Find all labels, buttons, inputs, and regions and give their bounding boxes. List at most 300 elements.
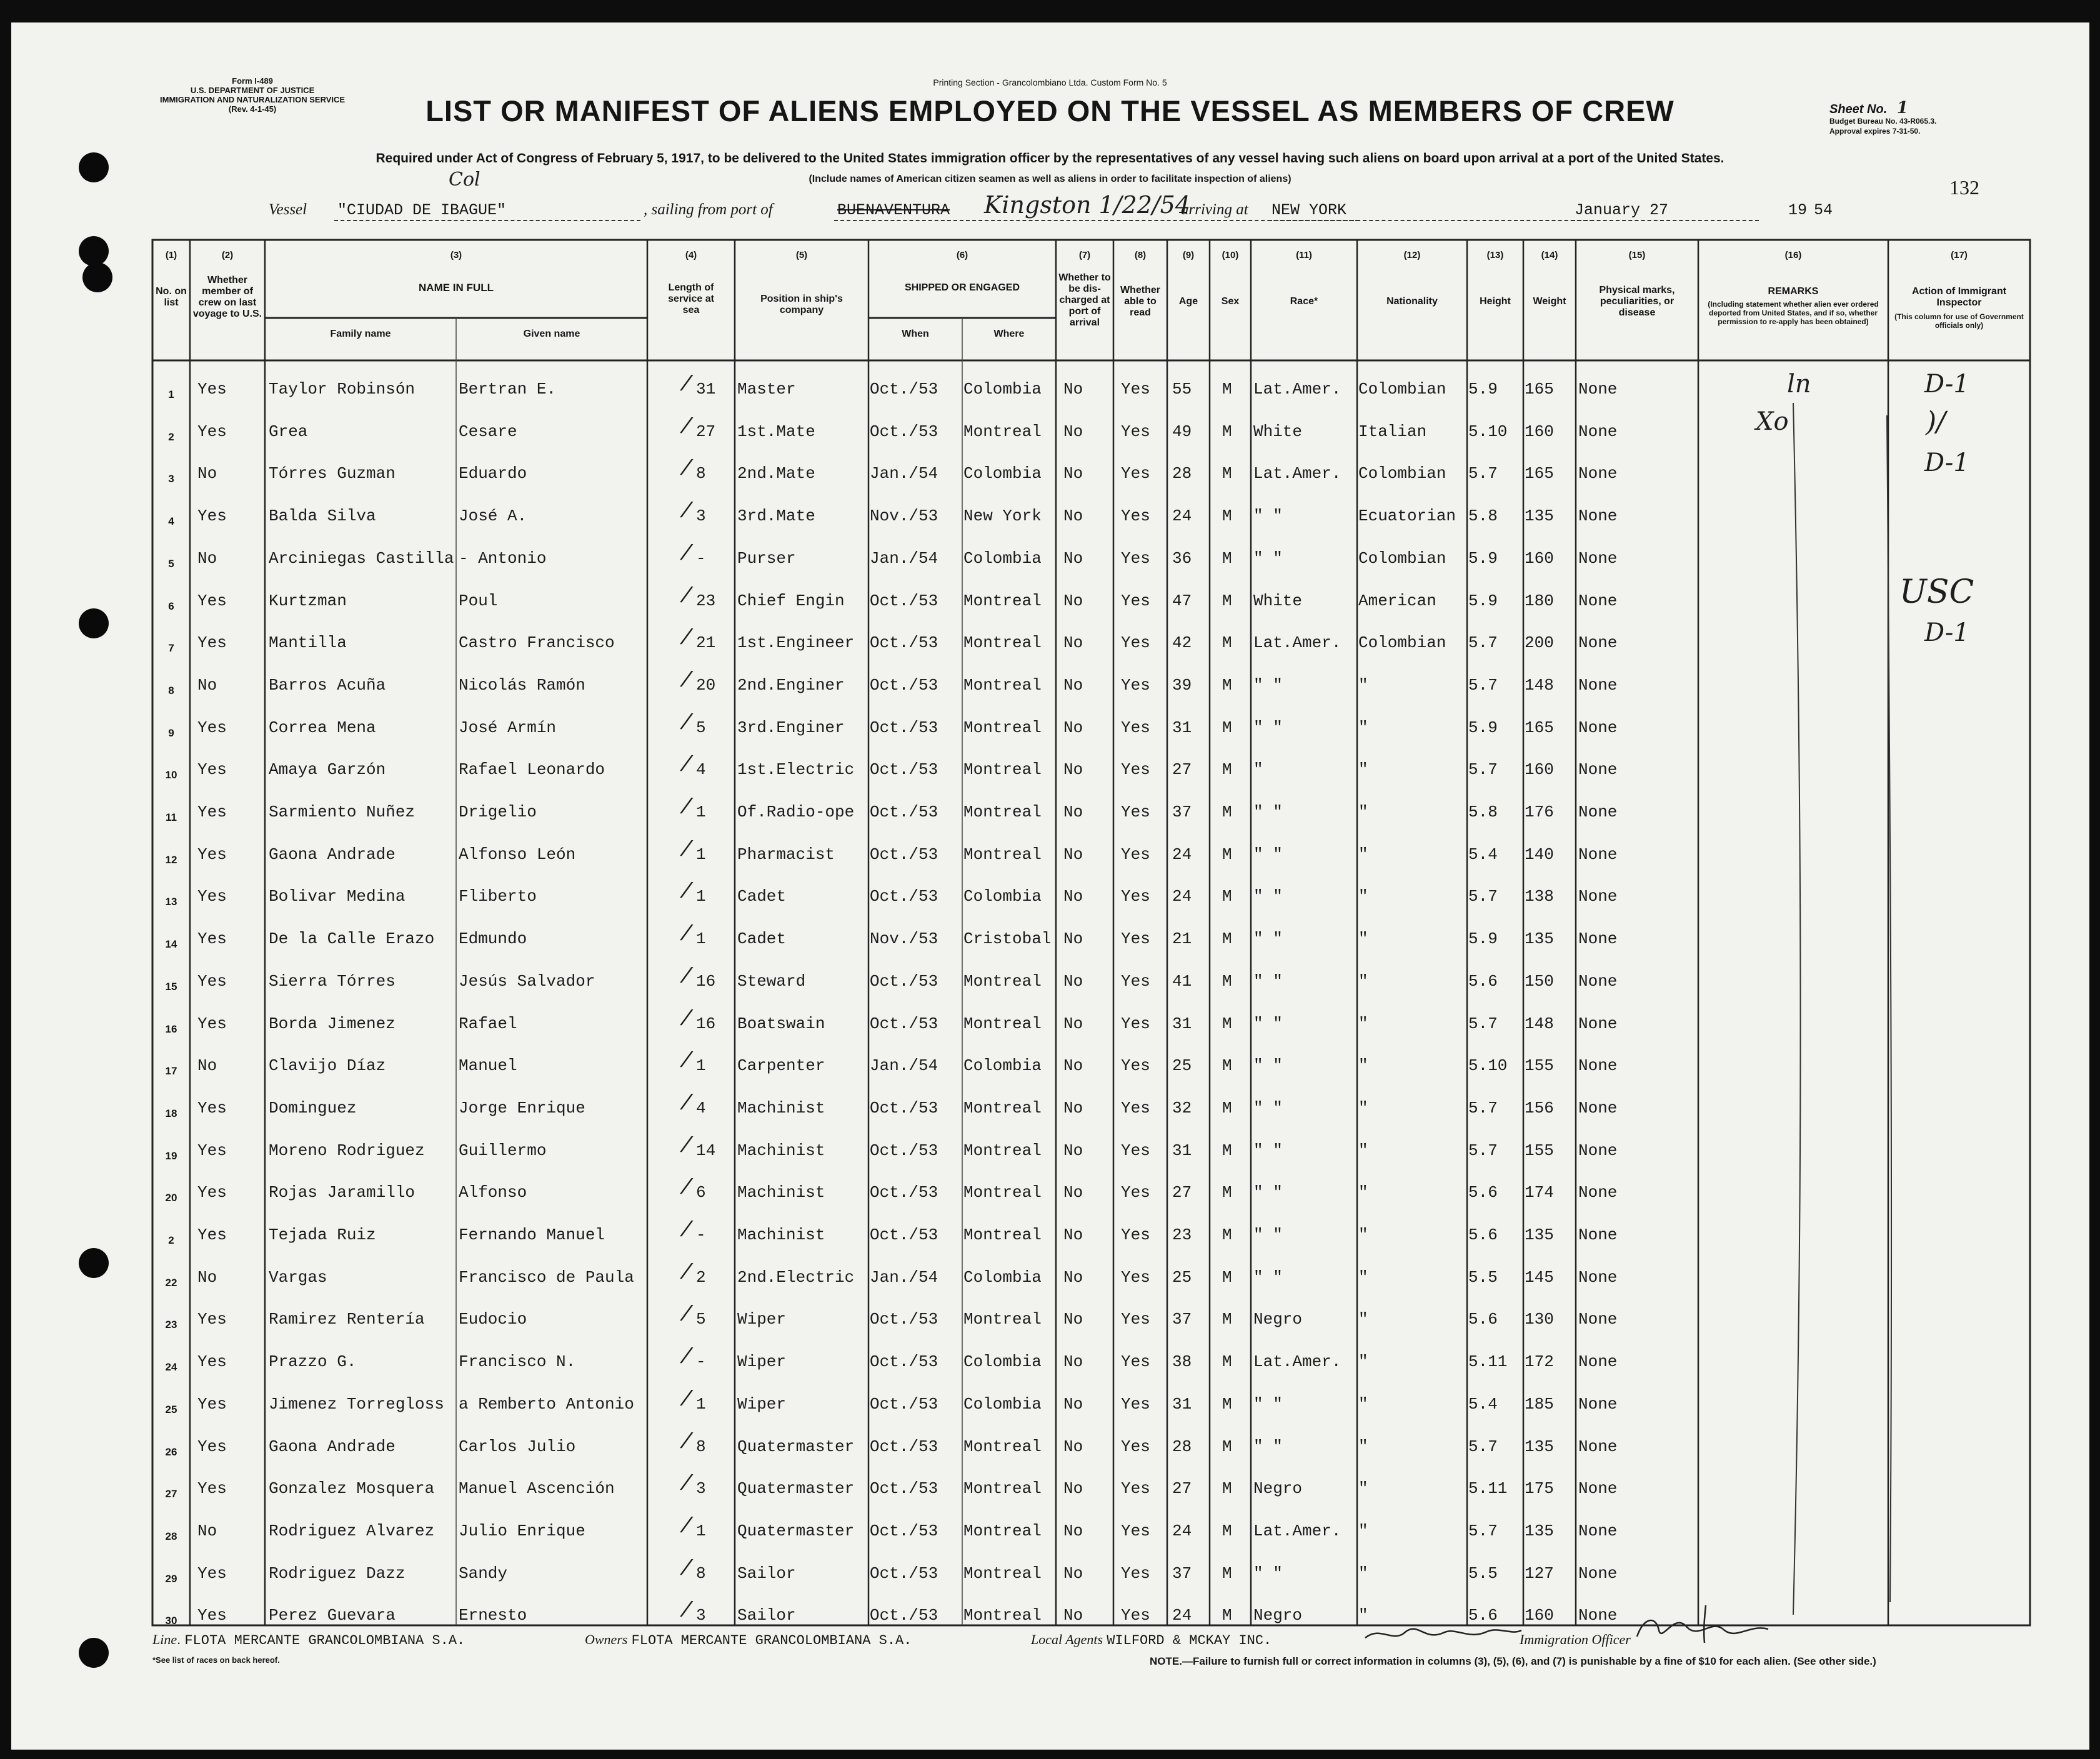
cell-discharged: No (1063, 1310, 1083, 1329)
cell-nationality: American (1358, 591, 1436, 610)
cell-nationality: " (1358, 1606, 1368, 1625)
punch-hole (79, 1638, 109, 1668)
cell-nationality: Colombian (1358, 633, 1446, 653)
cell-position: Pharmacist (737, 845, 835, 864)
cell-family-name: Rodriguez Dazz (269, 1563, 406, 1583)
service-check-mark: / (680, 627, 693, 652)
cell-position: Master (737, 380, 796, 399)
cell-nationality: Italian (1358, 422, 1427, 441)
cell-shipped-when: Oct./53 (870, 1479, 938, 1499)
cell-race: " " (1253, 548, 1283, 568)
cell-given-name: Drigelio (459, 803, 537, 821)
cell-weight: 135 (1525, 507, 1554, 526)
cell-age: 32 (1172, 1098, 1192, 1117)
cell-age: 31 (1172, 1141, 1192, 1160)
cell-position: Carpenter (737, 1056, 825, 1076)
cell-crew: Yes (197, 845, 227, 864)
cell-nationality: " (1358, 1521, 1368, 1540)
hdr-race: Race* (1290, 296, 1318, 307)
cell-height: 5.7 (1468, 1014, 1498, 1033)
hdr-given-name: Given name (523, 329, 580, 339)
cell-physical-marks: None (1578, 1479, 1618, 1499)
cell-height: 5.5 (1468, 1563, 1498, 1583)
hdr-length-service: Length of service at sea (668, 282, 714, 315)
cell-given-name: Nicolás Ramón (459, 675, 585, 695)
cell-sex: M (1222, 675, 1232, 695)
cell-height: 5.7 (1468, 1521, 1498, 1540)
cell-shipped-where: Montreal (963, 1310, 1042, 1329)
cell-discharged: No (1063, 380, 1083, 399)
cell-height: 5.10 (1468, 422, 1508, 441)
cell-race: " " (1253, 1141, 1283, 1160)
cell-sex: M (1222, 971, 1232, 991)
hdr-remarks-sub: (Including statement whether alien ever ordered deported from United States, and if so, whether permission to re-apply has been obtained) (1708, 300, 1879, 326)
cell-position: Quatermaster (737, 1521, 855, 1540)
cell-nationality: " (1358, 845, 1368, 864)
cell-weight: 148 (1525, 1014, 1554, 1033)
cell-given-name: Alfonso (459, 1183, 527, 1202)
inspector-action-row3: D-1 (1924, 448, 1969, 477)
hdr-shipped-engaged: SHIPPED OR ENGAGED (904, 282, 1020, 293)
cell-age: 42 (1172, 633, 1192, 653)
cell-weight: 165 (1525, 718, 1554, 737)
cell-position: Sailor (737, 1563, 796, 1583)
cell-weight: 185 (1525, 1394, 1554, 1414)
cell-sex: M (1222, 1141, 1232, 1160)
cell-family-name: Gaona Andrade (269, 1437, 396, 1456)
cell-service: 3 (696, 1479, 706, 1499)
cell-shipped-where: Colombia (963, 1056, 1042, 1076)
cell-age: 24 (1172, 845, 1192, 864)
cell-position: 3rd.Mate (737, 507, 815, 526)
approval-expiry: Approval expires 7-31-50. (1829, 127, 1921, 136)
cell-sex: M (1222, 1310, 1232, 1329)
cell-discharged: No (1063, 1014, 1083, 1033)
cell-shipped-where: Montreal (963, 1014, 1042, 1033)
cell-nationality: " (1358, 1226, 1368, 1244)
cell-nationality: " (1358, 760, 1368, 780)
punch-hole (79, 1248, 109, 1278)
cell-shipped-when: Oct./53 (870, 1098, 938, 1117)
owners-value: FLOTA MERCANTE GRANCOLOMBIANA S.A. (631, 1633, 912, 1648)
service-check-mark: / (680, 1177, 693, 1201)
cell-crew: Yes (197, 971, 227, 991)
cell-crew: Yes (197, 507, 227, 526)
cell-race: " " (1253, 1267, 1283, 1287)
cell-shipped-when: Oct./53 (870, 1352, 938, 1372)
cell-list-number: 29 (165, 1572, 177, 1585)
cell-crew: Yes (197, 929, 227, 949)
service-check-mark: / (680, 1134, 693, 1159)
cell-crew: Yes (197, 1394, 227, 1414)
cell-shipped-where: Colombia (963, 1394, 1042, 1414)
cell-sex: M (1222, 1226, 1232, 1244)
cell-nationality: " (1358, 971, 1368, 991)
penalty-note: NOTE.—Failure to furnish full or correct information in columns (3), (5), (6), and (7) is punishable by a fine of $10 for each alien. (See other side.) (1150, 1655, 1876, 1667)
budget-bureau (1829, 116, 1936, 136)
cell-race: Lat.Amer. (1253, 633, 1341, 653)
col-num-13: (13) (1486, 250, 1504, 260)
vessel-underline (334, 201, 640, 221)
cell-age: 31 (1172, 718, 1192, 737)
hdr-weight: Weight (1533, 296, 1566, 307)
cell-list-number: 30 (165, 1615, 177, 1627)
cell-physical-marks: None (1578, 1267, 1618, 1287)
service-check-mark: / (680, 374, 693, 397)
cell-race: Lat.Amer. (1253, 1521, 1341, 1540)
cell-crew: No (197, 548, 217, 568)
cell-nationality: " (1358, 1563, 1368, 1583)
cell-race: " " (1253, 803, 1283, 821)
cell-height: 5.6 (1468, 1606, 1498, 1625)
cell-physical-marks: None (1578, 591, 1618, 610)
service-check-mark: / (680, 838, 693, 863)
hdr-crew-last-voyage: Whether member of crew on last voyage to U.S. (192, 275, 262, 319)
cell-nationality: " (1358, 1056, 1368, 1076)
cell-position: Of.Radio-ope (737, 803, 855, 821)
cell-list-number: 11 (166, 811, 177, 823)
cell-race: " " (1253, 1394, 1283, 1414)
cell-service: 21 (696, 633, 716, 653)
cell-weight: 155 (1525, 1141, 1554, 1160)
cell-race: " " (1253, 1226, 1283, 1244)
cell-shipped-when: Oct./53 (870, 1606, 938, 1625)
cell-age: 27 (1172, 1183, 1192, 1202)
cell-service: 3 (696, 1606, 706, 1625)
cell-given-name: Julio Enrique (459, 1521, 585, 1540)
handwritten-col: Col (449, 169, 480, 191)
cell-service: 1 (696, 845, 706, 864)
cell-shipped-when: Jan./54 (870, 1267, 938, 1287)
cell-family-name: Moreno Rodriguez (269, 1141, 425, 1160)
cell-shipped-where: Montreal (963, 1606, 1042, 1625)
cell-shipped-when: Oct./53 (870, 718, 938, 737)
cell-weight: 138 (1525, 887, 1554, 906)
cell-shipped-when: Oct./53 (870, 1437, 938, 1456)
cell-service: 4 (696, 760, 706, 780)
service-check-mark: / (680, 796, 693, 820)
cell-shipped-when: Oct./53 (870, 1394, 938, 1414)
cell-position: 2nd.Enginer (737, 675, 845, 695)
cell-race: " " (1253, 845, 1283, 864)
cell-service: 27 (696, 422, 716, 441)
cell-physical-marks: None (1578, 887, 1618, 906)
cell-shipped-where: Montreal (963, 1141, 1042, 1160)
cell-weight: 160 (1525, 548, 1554, 568)
cell-shipped-when: Oct./53 (870, 422, 938, 441)
cell-nationality: Colombian (1358, 548, 1446, 568)
cell-discharged: No (1063, 422, 1083, 441)
cell-service: 1 (696, 1056, 706, 1076)
cell-crew: Yes (197, 1098, 227, 1117)
cell-able-to-read: Yes (1121, 718, 1150, 737)
cell-height: 5.10 (1468, 1056, 1508, 1076)
punch-hole (82, 262, 112, 292)
cell-able-to-read: Yes (1121, 1352, 1150, 1372)
cell-nationality: Colombian (1358, 380, 1446, 399)
service-check-mark: / (680, 542, 693, 567)
cell-age: 28 (1172, 1437, 1192, 1456)
col-num-5: (5) (795, 250, 808, 260)
cell-age: 24 (1172, 507, 1192, 526)
cell-age: 28 (1172, 464, 1192, 483)
hdr-height: Height (1480, 296, 1511, 307)
cell-given-name: Edmundo (459, 929, 527, 949)
cell-height: 5.4 (1468, 1394, 1498, 1414)
cell-shipped-when: Nov./53 (870, 929, 938, 949)
cell-weight: 130 (1525, 1310, 1554, 1329)
cell-given-name: Rafael (459, 1014, 517, 1033)
cell-physical-marks: None (1578, 675, 1618, 695)
cell-able-to-read: Yes (1121, 675, 1150, 695)
cell-family-name: Perez Guevara (269, 1606, 396, 1625)
cell-age: 37 (1172, 1563, 1192, 1583)
cell-physical-marks: None (1578, 422, 1618, 441)
cell-shipped-when: Oct./53 (870, 591, 938, 610)
cell-age: 55 (1172, 380, 1192, 399)
cell-physical-marks: None (1578, 1563, 1618, 1583)
inspector-mark-row2: )/ (1926, 406, 1946, 438)
form-number: Form I-489 (232, 76, 273, 86)
cell-family-name: Grea (269, 422, 308, 441)
cell-physical-marks: None (1578, 718, 1618, 737)
vessel-name: "CIUDAD DE IBAGUE" (337, 201, 507, 219)
cell-weight: 156 (1525, 1098, 1554, 1117)
service-check-mark: / (680, 965, 693, 989)
cell-height: 5.5 (1468, 1267, 1498, 1287)
cell-able-to-read: Yes (1121, 422, 1150, 441)
cell-age: 25 (1172, 1267, 1192, 1287)
page-number: 132 (1949, 176, 1979, 199)
cell-shipped-where: Montreal (963, 760, 1042, 780)
remarks-bracket (1781, 365, 1906, 1621)
cell-list-number: 3 (168, 473, 174, 485)
cell-physical-marks: None (1578, 548, 1618, 568)
cell-race: Negro (1253, 1310, 1303, 1329)
date-underline (1571, 201, 1759, 221)
cell-nationality: " (1358, 1479, 1368, 1499)
cell-discharged: No (1063, 1267, 1083, 1287)
service-check-mark: / (680, 458, 693, 482)
cell-physical-marks: None (1578, 1521, 1618, 1540)
cell-given-name: José A. (459, 507, 527, 526)
cell-physical-marks: None (1578, 1141, 1618, 1160)
cell-height: 5.6 (1468, 1183, 1498, 1202)
cell-service: 1 (696, 929, 706, 949)
cell-shipped-where: Montreal (963, 422, 1042, 441)
hdr-physical-marks: Physical marks, peculiarities, or disease (1599, 285, 1675, 318)
cell-shipped-where: Montreal (963, 1563, 1042, 1583)
cell-list-number: 18 (165, 1107, 177, 1119)
cell-shipped-where: Colombia (963, 1352, 1042, 1372)
cell-given-name: Ernesto (459, 1606, 527, 1625)
sheet-value: 1 (1896, 99, 1908, 117)
cell-able-to-read: Yes (1121, 507, 1150, 526)
cell-shipped-where: Montreal (963, 803, 1042, 821)
sheet-label: Sheet No. (1829, 102, 1888, 116)
cell-sex: M (1222, 929, 1232, 949)
cell-sex: M (1222, 1394, 1232, 1414)
cell-race: White (1253, 422, 1303, 441)
cell-list-number: 19 (165, 1149, 177, 1162)
cell-list-number: 1 (168, 389, 174, 400)
cell-crew: No (197, 1521, 217, 1540)
legal-requirement: Required under Act of Congress of February 5, 1917, to be delivered to the United States immigration officer by the representatives of any vessel having such aliens on board upon arrival at a port of the United States. (376, 151, 1724, 166)
cell-able-to-read: Yes (1121, 1437, 1150, 1456)
cell-physical-marks: None (1578, 380, 1618, 399)
cell-race: " " (1253, 1098, 1283, 1117)
cell-shipped-when: Oct./53 (870, 1563, 938, 1583)
cell-service: 3 (696, 507, 706, 526)
cell-physical-marks: None (1578, 971, 1618, 991)
cell-position: 3rd.Enginer (737, 718, 845, 737)
cell-nationality: " (1358, 718, 1368, 737)
cell-height: 5.8 (1468, 803, 1498, 821)
col-num-17: (17) (1951, 250, 1968, 260)
cell-shipped-where: Montreal (963, 591, 1042, 610)
col-num-1: (1) (165, 250, 177, 260)
cell-service: 8 (696, 464, 706, 483)
cell-family-name: Taylor Robinsón (269, 380, 416, 399)
cell-position: Cadet (737, 887, 787, 906)
cell-family-name: Balda Silva (269, 507, 376, 526)
cell-sex: M (1222, 1606, 1232, 1625)
cell-race: " " (1253, 887, 1283, 906)
cell-race: Negro (1253, 1606, 1303, 1625)
cell-family-name: Amaya Garzón (269, 760, 386, 780)
cell-race: Negro (1253, 1479, 1303, 1499)
service-check-mark: / (680, 923, 693, 948)
cell-family-name: Barros Acuña (269, 675, 386, 695)
service-name: IMMIGRATION AND NATURALIZATION SERVICE (160, 95, 346, 104)
cell-height: 5.9 (1468, 380, 1498, 399)
col-num-10: (10) (1222, 250, 1239, 260)
cell-physical-marks: None (1578, 845, 1618, 864)
cell-service: 8 (696, 1563, 706, 1583)
cell-able-to-read: Yes (1121, 1141, 1150, 1160)
cell-physical-marks: None (1578, 1183, 1618, 1202)
cell-race: White (1253, 591, 1303, 610)
cell-discharged: No (1063, 1352, 1083, 1372)
cell-weight: 148 (1525, 675, 1554, 695)
service-check-mark: / (680, 1346, 693, 1370)
cell-age: 27 (1172, 1479, 1192, 1499)
cell-height: 5.7 (1468, 1098, 1498, 1117)
cell-family-name: Clavijo Díaz (269, 1056, 386, 1076)
cell-given-name: Francisco de Paula (459, 1267, 634, 1287)
cell-crew: Yes (197, 1014, 227, 1033)
cell-family-name: Sierra Tórres (269, 971, 396, 991)
cell-shipped-where: Montreal (963, 1183, 1042, 1202)
cell-position: Purser (737, 548, 796, 568)
cell-physical-marks: None (1578, 929, 1618, 949)
cell-able-to-read: Yes (1121, 1521, 1150, 1540)
cell-able-to-read: Yes (1121, 760, 1150, 780)
cell-age: 24 (1172, 1606, 1192, 1625)
cell-position: 1st.Engineer (737, 633, 855, 653)
cell-service: 5 (696, 718, 706, 737)
cell-list-number: 10 (165, 769, 177, 781)
cell-race: " " (1253, 1014, 1283, 1033)
cell-shipped-where: Montreal (963, 633, 1042, 653)
cell-height: 5.6 (1468, 1310, 1498, 1329)
service-check-mark: / (680, 415, 693, 440)
cell-able-to-read: Yes (1121, 929, 1150, 949)
cell-height: 5.7 (1468, 760, 1498, 780)
cell-family-name: Vargas (269, 1267, 327, 1287)
cell-shipped-where: Montreal (963, 1521, 1042, 1540)
cell-position: Sailor (737, 1606, 796, 1625)
cell-position: 1st.Mate (737, 422, 815, 441)
cell-age: 31 (1172, 1394, 1192, 1414)
cell-sex: M (1222, 633, 1232, 653)
cell-crew: Yes (197, 380, 227, 399)
cell-nationality: " (1358, 929, 1368, 949)
cell-service: 1 (696, 1394, 706, 1414)
cell-able-to-read: Yes (1121, 1479, 1150, 1499)
cell-list-number: 23 (165, 1319, 177, 1331)
cell-height: 5.7 (1468, 1437, 1498, 1456)
cell-given-name: Manuel Ascención (459, 1479, 615, 1499)
cell-discharged: No (1063, 1098, 1083, 1117)
cell-able-to-read: Yes (1121, 1563, 1150, 1583)
cell-family-name: Rodriguez Alvarez (269, 1521, 435, 1540)
cell-given-name: Eudocio (459, 1310, 527, 1329)
cell-age: 31 (1172, 1014, 1192, 1033)
cell-height: 5.11 (1468, 1352, 1508, 1372)
cell-nationality: " (1358, 1014, 1368, 1033)
line-value: FLOTA MERCANTE GRANCOLOMBIANA S.A. (184, 1633, 465, 1648)
cell-shipped-when: Oct./53 (870, 1226, 938, 1244)
col-num-14: (14) (1541, 250, 1558, 260)
inspector-action-row6: USC (1899, 573, 1974, 611)
cell-weight: 127 (1525, 1563, 1554, 1583)
cell-height: 5.4 (1468, 845, 1498, 864)
hdr-inspector-action: Action of Immigrant Inspector (1911, 286, 2007, 308)
cell-race: " " (1253, 507, 1283, 526)
cell-nationality: " (1358, 1267, 1368, 1287)
cell-discharged: No (1063, 1141, 1083, 1160)
cell-height: 5.7 (1468, 887, 1498, 906)
agents-label: Local Agents (1031, 1632, 1103, 1647)
line-label: Line (152, 1632, 177, 1647)
cell-shipped-where: Montreal (963, 1226, 1042, 1244)
cell-service: 1 (696, 803, 706, 821)
cell-shipped-where: Colombia (963, 548, 1042, 568)
service-check-mark: / (680, 1050, 693, 1074)
cell-age: 21 (1172, 929, 1192, 949)
cell-discharged: No (1063, 548, 1083, 568)
cell-able-to-read: Yes (1121, 548, 1150, 568)
cell-list-number: 16 (165, 1023, 177, 1035)
hdr-where: Where (993, 329, 1025, 339)
cell-given-name: Poul (459, 591, 498, 610)
hdr-nationality: Nationality (1386, 296, 1438, 307)
cell-discharged: No (1063, 718, 1083, 737)
vessel-label: Vessel (269, 201, 307, 218)
cell-list-number: 6 (168, 600, 174, 612)
cell-family-name: Prazzo G. (269, 1352, 357, 1372)
service-check-mark: / (680, 585, 693, 609)
agent-signature (1362, 1619, 1525, 1650)
cell-nationality: " (1358, 1394, 1368, 1414)
cell-service: 16 (696, 971, 716, 991)
cell-able-to-read: Yes (1121, 380, 1150, 399)
hdr-able-to-read: Whether able to read (1120, 285, 1160, 318)
service-check-mark: / (680, 1557, 693, 1582)
cell-family-name: Ramirez Rentería (269, 1310, 425, 1329)
cell-race: " " (1253, 1183, 1283, 1202)
